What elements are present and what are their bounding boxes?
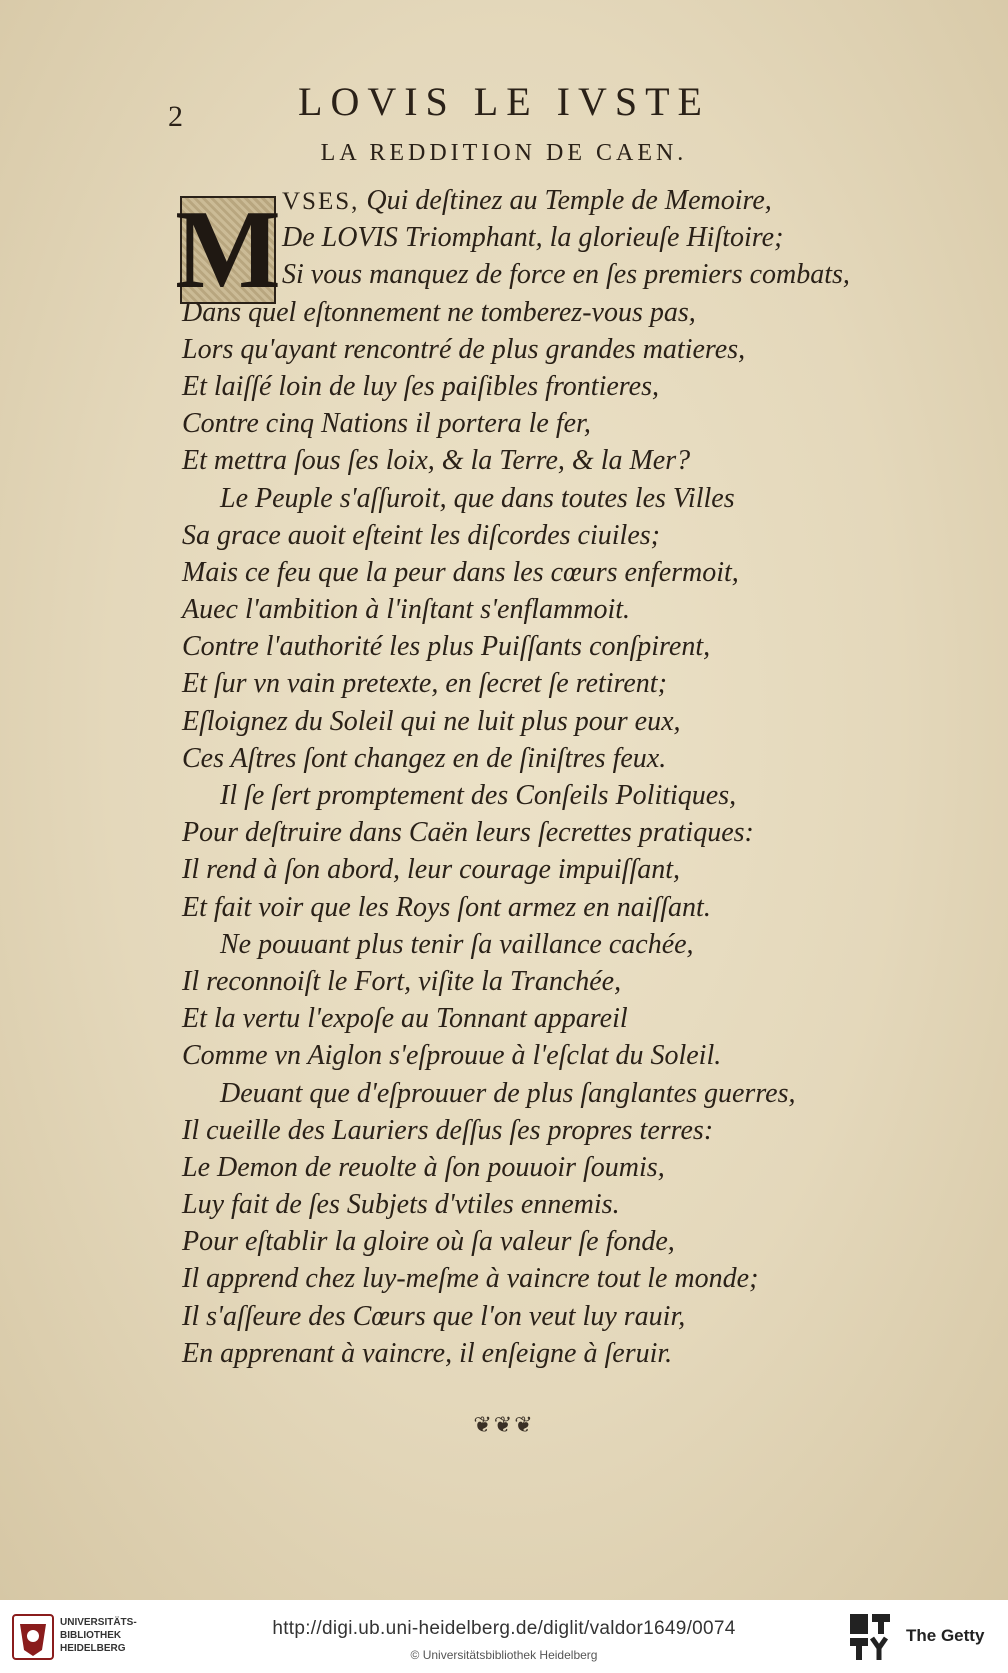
page-number: 2	[168, 100, 183, 133]
poem-line: Il apprend chez luy-meſme à vaincre tout le monde;	[182, 1263, 759, 1295]
section-title: LA REDDITION DE CAEN.	[320, 140, 688, 166]
poem-line: Ces Aſtres ſont changez en de ſiniſtres feux.	[182, 742, 667, 774]
decorated-initial-letter: M	[175, 188, 281, 312]
poem-line: Comme vn Aiglon s'eſprouue à l'eſclat du Soleil.	[182, 1040, 722, 1072]
university-name-line: HEIDELBERG	[60, 1643, 126, 1654]
poem-line: Il s'aſſeure des Cœurs que l'on veut luy rauir,	[182, 1300, 686, 1332]
poem-line: Contre l'authorité les plus Puiſſants conſpirent,	[182, 631, 711, 663]
poem-line: Eſloignez du Soleil qui ne luit plus pour eux,	[182, 705, 681, 737]
poem-line: Dans quel eſtonnement ne tomberez-vous pas,	[182, 296, 696, 328]
poem-first-line-text: Qui deſtinez au Temple de Memoire,	[359, 185, 772, 216]
poem-line: Le Demon de reuolte à ſon pouuoir ſoumis,	[182, 1151, 665, 1183]
university-name-line: BIBLIOTHEK	[60, 1630, 122, 1641]
poem-line: De LOVIS Triomphant, la glorieuſe Hiſtoire;	[282, 222, 784, 254]
running-title: LOVIS LE IVSTE	[298, 79, 710, 124]
poem-line: Et fait voir que les Roys ſont armez en naiſſant.	[182, 891, 711, 923]
poem-line: Et la vertu l'expoſe au Tonnant appareil	[182, 1003, 628, 1035]
poem-line: Il reconnoiſt le Fort, viſite la Tranchée,	[182, 965, 622, 997]
ornament-icon: ❦❦❦	[473, 1412, 535, 1437]
poem-line: Ne pouuant plus tenir ſa vaillance cachée,	[220, 928, 694, 960]
poem-line: Il rend à ſon abord, leur courage impuiſſant,	[182, 854, 680, 886]
poem-line: Il ſe ſert promptement des Conſeils Politiques,	[220, 780, 737, 811]
poem-line: Il cueille des Lauriers deſſus ſes propres terres:	[182, 1114, 714, 1146]
poem-line: Lors qu'ayant rencontré de plus grandes matieres,	[182, 333, 746, 365]
copyright-notice: © Universitätsbibliothek Heidelberg	[410, 1648, 598, 1662]
poem-line: Le Peuple s'aſſuroit, que dans toutes les Villes	[220, 482, 735, 514]
poem-line: Auec l'ambition à l'inſtant s'enflammoit.	[182, 594, 631, 626]
poem-line: Pour deſtruire dans Caën leurs ſecrettes pratiques:	[182, 817, 754, 849]
poem-line-1	[182, 182, 922, 219]
poem-line: Contre cinq Nations il portera le fer,	[182, 408, 591, 440]
getty-name: The Getty	[906, 1626, 985, 1645]
getty-logo-icon	[848, 1612, 892, 1662]
viewer-footer	[0, 1600, 1008, 1673]
poem-line: En apprenant à vaincre, il enſeigne à ſeruir.	[182, 1337, 673, 1369]
poem-line: Et ſur vn vain pretexte, en ſecret ſe retirent;	[182, 668, 667, 700]
permalink[interactable]: http://digi.ub.uni-heidelberg.de/diglit/valdor1649/0074	[272, 1618, 736, 1639]
poem	[182, 182, 922, 1372]
poem-line: Et laiſſé loin de luy ſes paiſibles frontieres,	[182, 370, 659, 402]
poem-line: Deuant que d'eſprouuer de plus ſanglantes guerres,	[220, 1077, 796, 1109]
poem-line: Si vous manquez de force en ſes premiers combats,	[282, 259, 850, 291]
university-name-line: UNIVERSITÄTS-	[60, 1617, 137, 1628]
poem-line: Pour eſtablir la gloire où ſa valeur ſe fonde,	[182, 1226, 675, 1258]
poem-line: Luy fait de ſes Subjets d'vtiles ennemis.	[182, 1189, 620, 1221]
poem-line: Et mettra ſous ſes loix, & la Terre, & la Mer?	[182, 445, 691, 477]
poem-first-word: VSES,	[282, 188, 360, 215]
poem-line: Sa grace auoit eſteint les diſcordes ciuiles;	[182, 519, 660, 551]
poem-line: Mais ce feu que la peur dans les cœurs enfermoit,	[182, 556, 739, 588]
